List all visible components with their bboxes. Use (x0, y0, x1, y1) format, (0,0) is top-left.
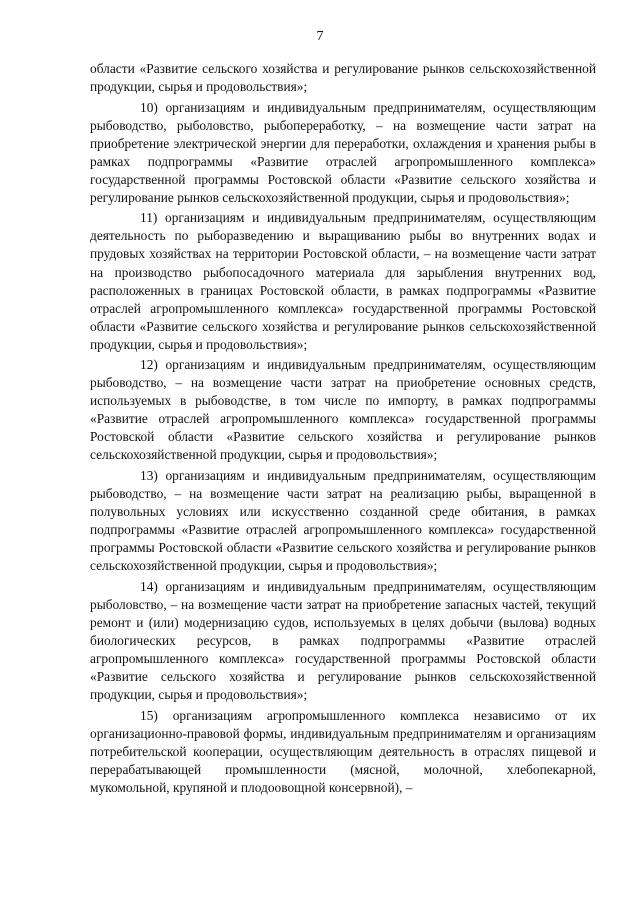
document-body (90, 60, 596, 799)
paragraph-item-13: 13) организациям и индивидуальным предпринимателям, осуществляющим рыбоводство, – на возмещение части затрат на реализацию рыбы, выращенной в полувольных условиях или искусственно созданной среде обитания, в рамках подпрограммы «Развитие отраслей агропромышленного комплекса» государственной программы Ростовской области «Развитие сельского хозяйства и регулирование рынков сельскохозяйственной продукции, сырья и продовольствия»; (90, 468, 596, 574)
paragraph-item-12: 12) организациям и индивидуальным предпринимателям, осуществляющим рыбоводство, – на возмещение части затрат на приобретение основных средств, используемых в рыбоводстве, в том числе по импорту, в рамках подпрограммы «Развитие отраслей агропромышленного комплекса» государственной программы Ростовской области «Развитие сельского хозяйства и регулирование рынков сельскохозяйственной продукции, сырья и продовольствия»; (90, 357, 596, 463)
paragraph-item-15: 15) организациям агропромышленного комплекса независимо от их организационно-правовой формы, индивидуальным предпринимателям и организациям потребительской кооперации, осуществляющим деятельность в отраслях пищевой и перерабатывающей промышленности (мясной, молочной, хлебопекарной, мукомольной, крупяной и плодоовощной консервной), – (90, 707, 596, 795)
paragraph-item-10: 10) организациям и индивидуальным предпринимателям, осуществляющим рыбоводство, рыболовство, рыбопереработку, – на возмещение части затрат на приобретение электрической энергии для переработки, охлаждения и хранения рыбы в рамках подпрограммы «Развитие отраслей агропромышленного комплекса» государственной программы Ростовской области «Развитие сельского хозяйства и регулирование рынков сельскохозяйственной продукции, сырья и продовольствия»; (90, 99, 596, 205)
page-number: 7 (316, 29, 324, 44)
paragraph-continuation: области «Развитие сельского хозяйства и регулирование рынков сельскохозяйственной продукции, сырья и продовольствия»; (90, 61, 596, 95)
paragraph-item-14: 14) организациям и индивидуальным предпринимателям, осуществляющим рыболовство, – на возмещение части затрат на приобретение запасных частей, текущий ремонт и (или) модернизацию судов, используемых в целях добычи (вылова) водных биологических ресурсов, в рамках подпрограммы «Развитие отраслей агропромышленного комплекса» государственной программы Ростовской области «Развитие сельского хозяйства и регулирование рынков сельскохозяйственной продукции, сырья и продовольствия»; (90, 578, 596, 703)
paragraph-item-11: 11) организациям и индивидуальным предпринимателям, осуществляющим деятельность по рыборазведению и выращиванию рыбы во внутренних водах и прудовых хозяйствах на территории Ростовской области, – на возмещение части затрат на производство рыбопосадочного материала для зарыбления внутренних вод, расположенных в границах Ростовской области, в рамках подпрограммы «Развитие отраслей агропромышленного комплекса» государственной программы Ростовской области «Развитие сельского хозяйства и регулирование рынков сельскохозяйственной продукции, сырья и продовольствия»; (90, 210, 596, 352)
